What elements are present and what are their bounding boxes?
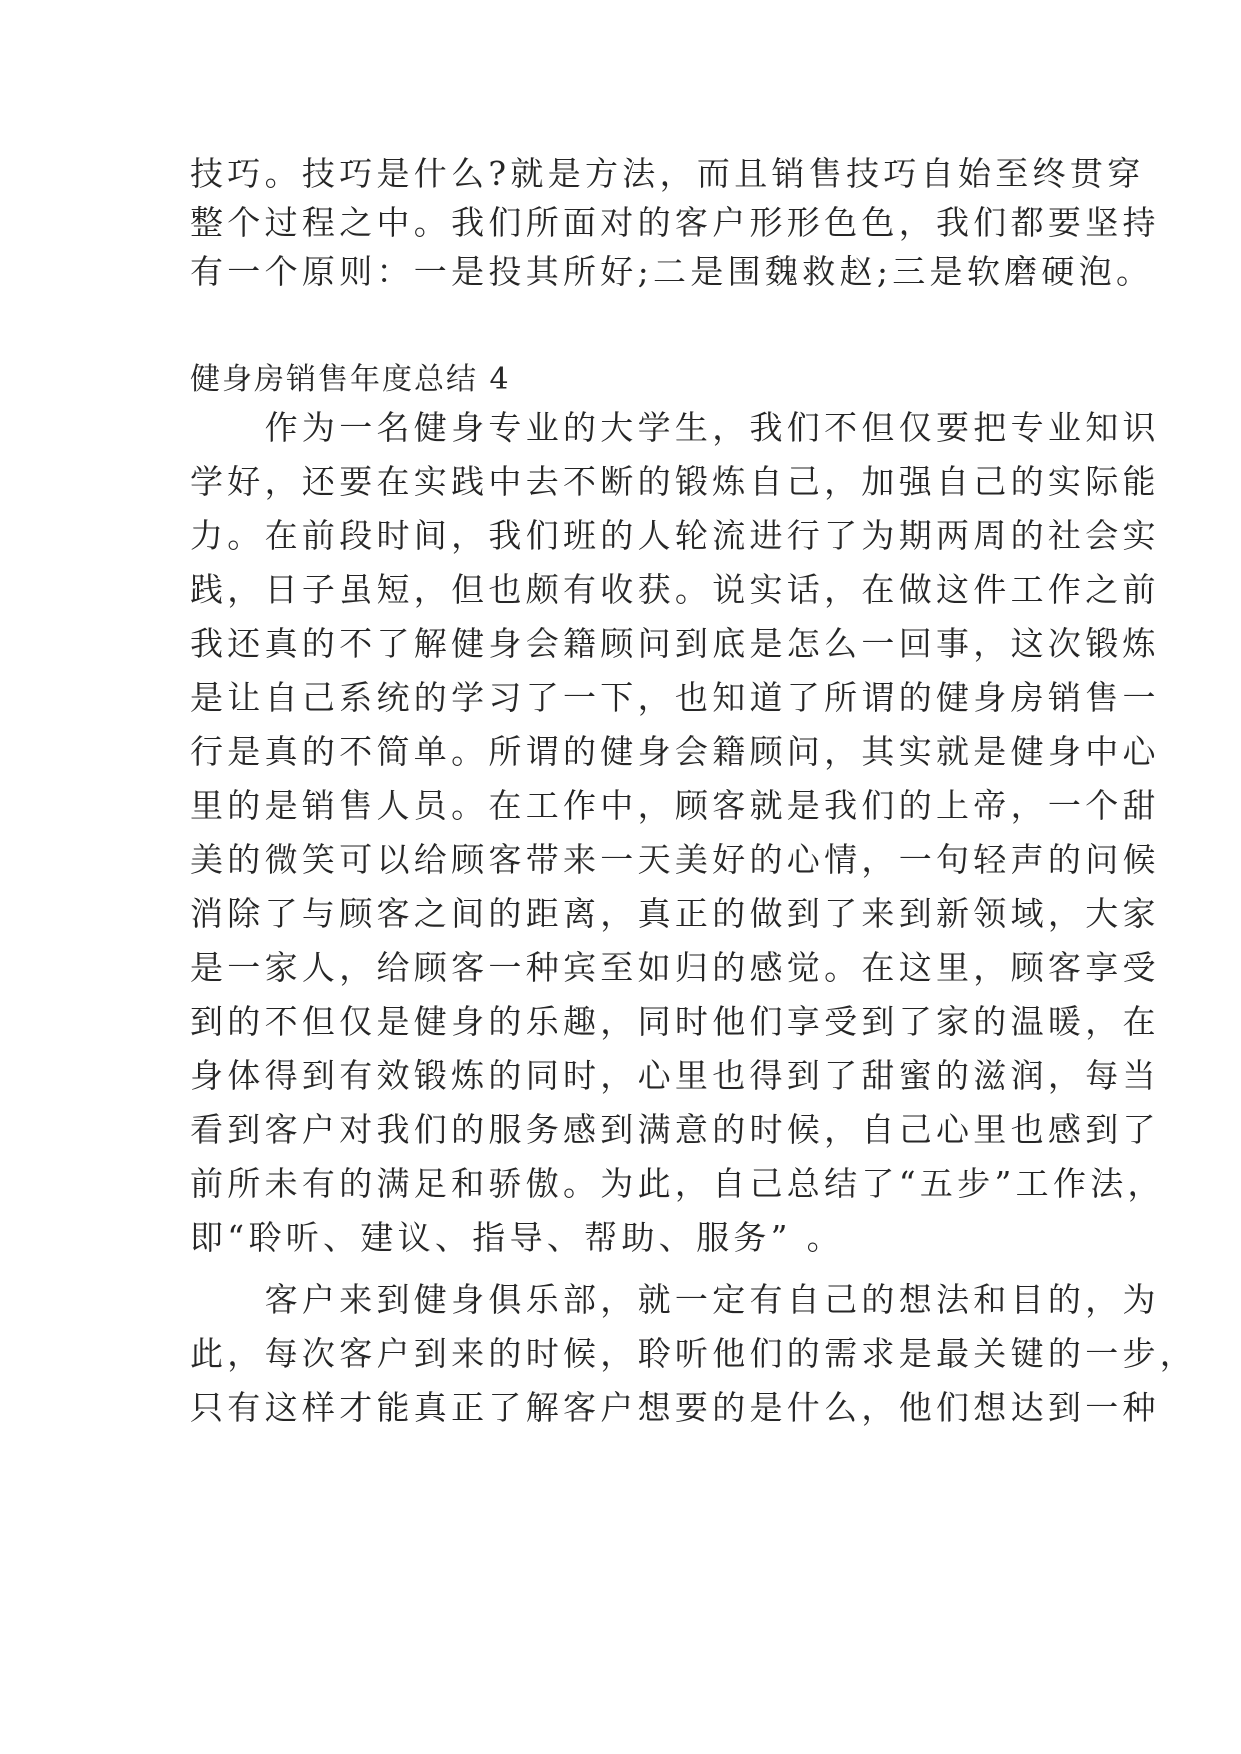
text-line: 力。在前段时间，我们班的人轮流进行了为期两周的社会实 [190,516,1160,555]
text-line: 身体得到有效锻炼的同时，心里也得到了甜蜜的滋润，每当 [190,1056,1160,1095]
text-line: 学好，还要在实践中去不断的锻炼自己，加强自己的实际能 [190,462,1160,501]
text-line: 看到客户对我们的服务感到满意的时候，自己心里也感到了 [190,1110,1160,1149]
text-line: 践，日子虽短，但也颇有收获。说实话，在做这件工作之前 [190,570,1160,609]
text-line: 此，每次客户到来的时候，聆听他们的需求是最关键的一步， [190,1334,1198,1373]
text-line: 是让自己系统的学习了一下，也知道了所谓的健身房销售一 [190,678,1160,717]
text-line: 前所未有的满足和骄傲。为此，自己总结了“五步”工作法， [190,1164,1165,1203]
text-line: 行是真的不简单。所谓的健身会籍顾问，其实就是健身中心 [190,732,1160,771]
text-line: 到的不但仅是健身的乐趣，同时他们享受到了家的温暖，在 [190,1002,1160,1041]
text-line: 客户来到健身俱乐部，就一定有自己的想法和目的，为 [190,1280,1160,1319]
text-line: 作为一名健身专业的大学生，我们不但仅要把专业知识 [190,408,1160,447]
text-line: 只有这样才能真正了解客户想要的是什么，他们想达到一种 [190,1388,1160,1427]
text-line: 技巧。技巧是什么?就是方法，而且销售技巧自始至终贯穿 [190,154,1145,193]
text-line: 美的微笑可以给顾客带来一天美好的心情，一句轻声的问候 [190,840,1160,879]
text-line: 是一家人，给顾客一种宾至如归的感觉。在这里，顾客享受 [190,948,1160,987]
text-line: 整个过程之中。我们所面对的客户形形色色，我们都要坚持 [190,203,1160,242]
text-line: 里的是销售人员。在工作中，顾客就是我们的上帝，一个甜 [190,786,1160,825]
text-line: 我还真的不了解健身会籍顾问到底是怎么一回事，这次锻炼 [190,624,1160,663]
text-line: 有一个原则：一是投其所好;二是围魏救赵;三是软磨硬泡。 [190,252,1154,291]
text-line: 即“聆听、建议、指导、帮助、服务” 。 [190,1218,844,1257]
text-line: 消除了与顾客之间的距离，真正的做到了来到新领域，大家 [190,894,1160,933]
section-heading: 健身房销售年度总结 4 [190,362,511,397]
